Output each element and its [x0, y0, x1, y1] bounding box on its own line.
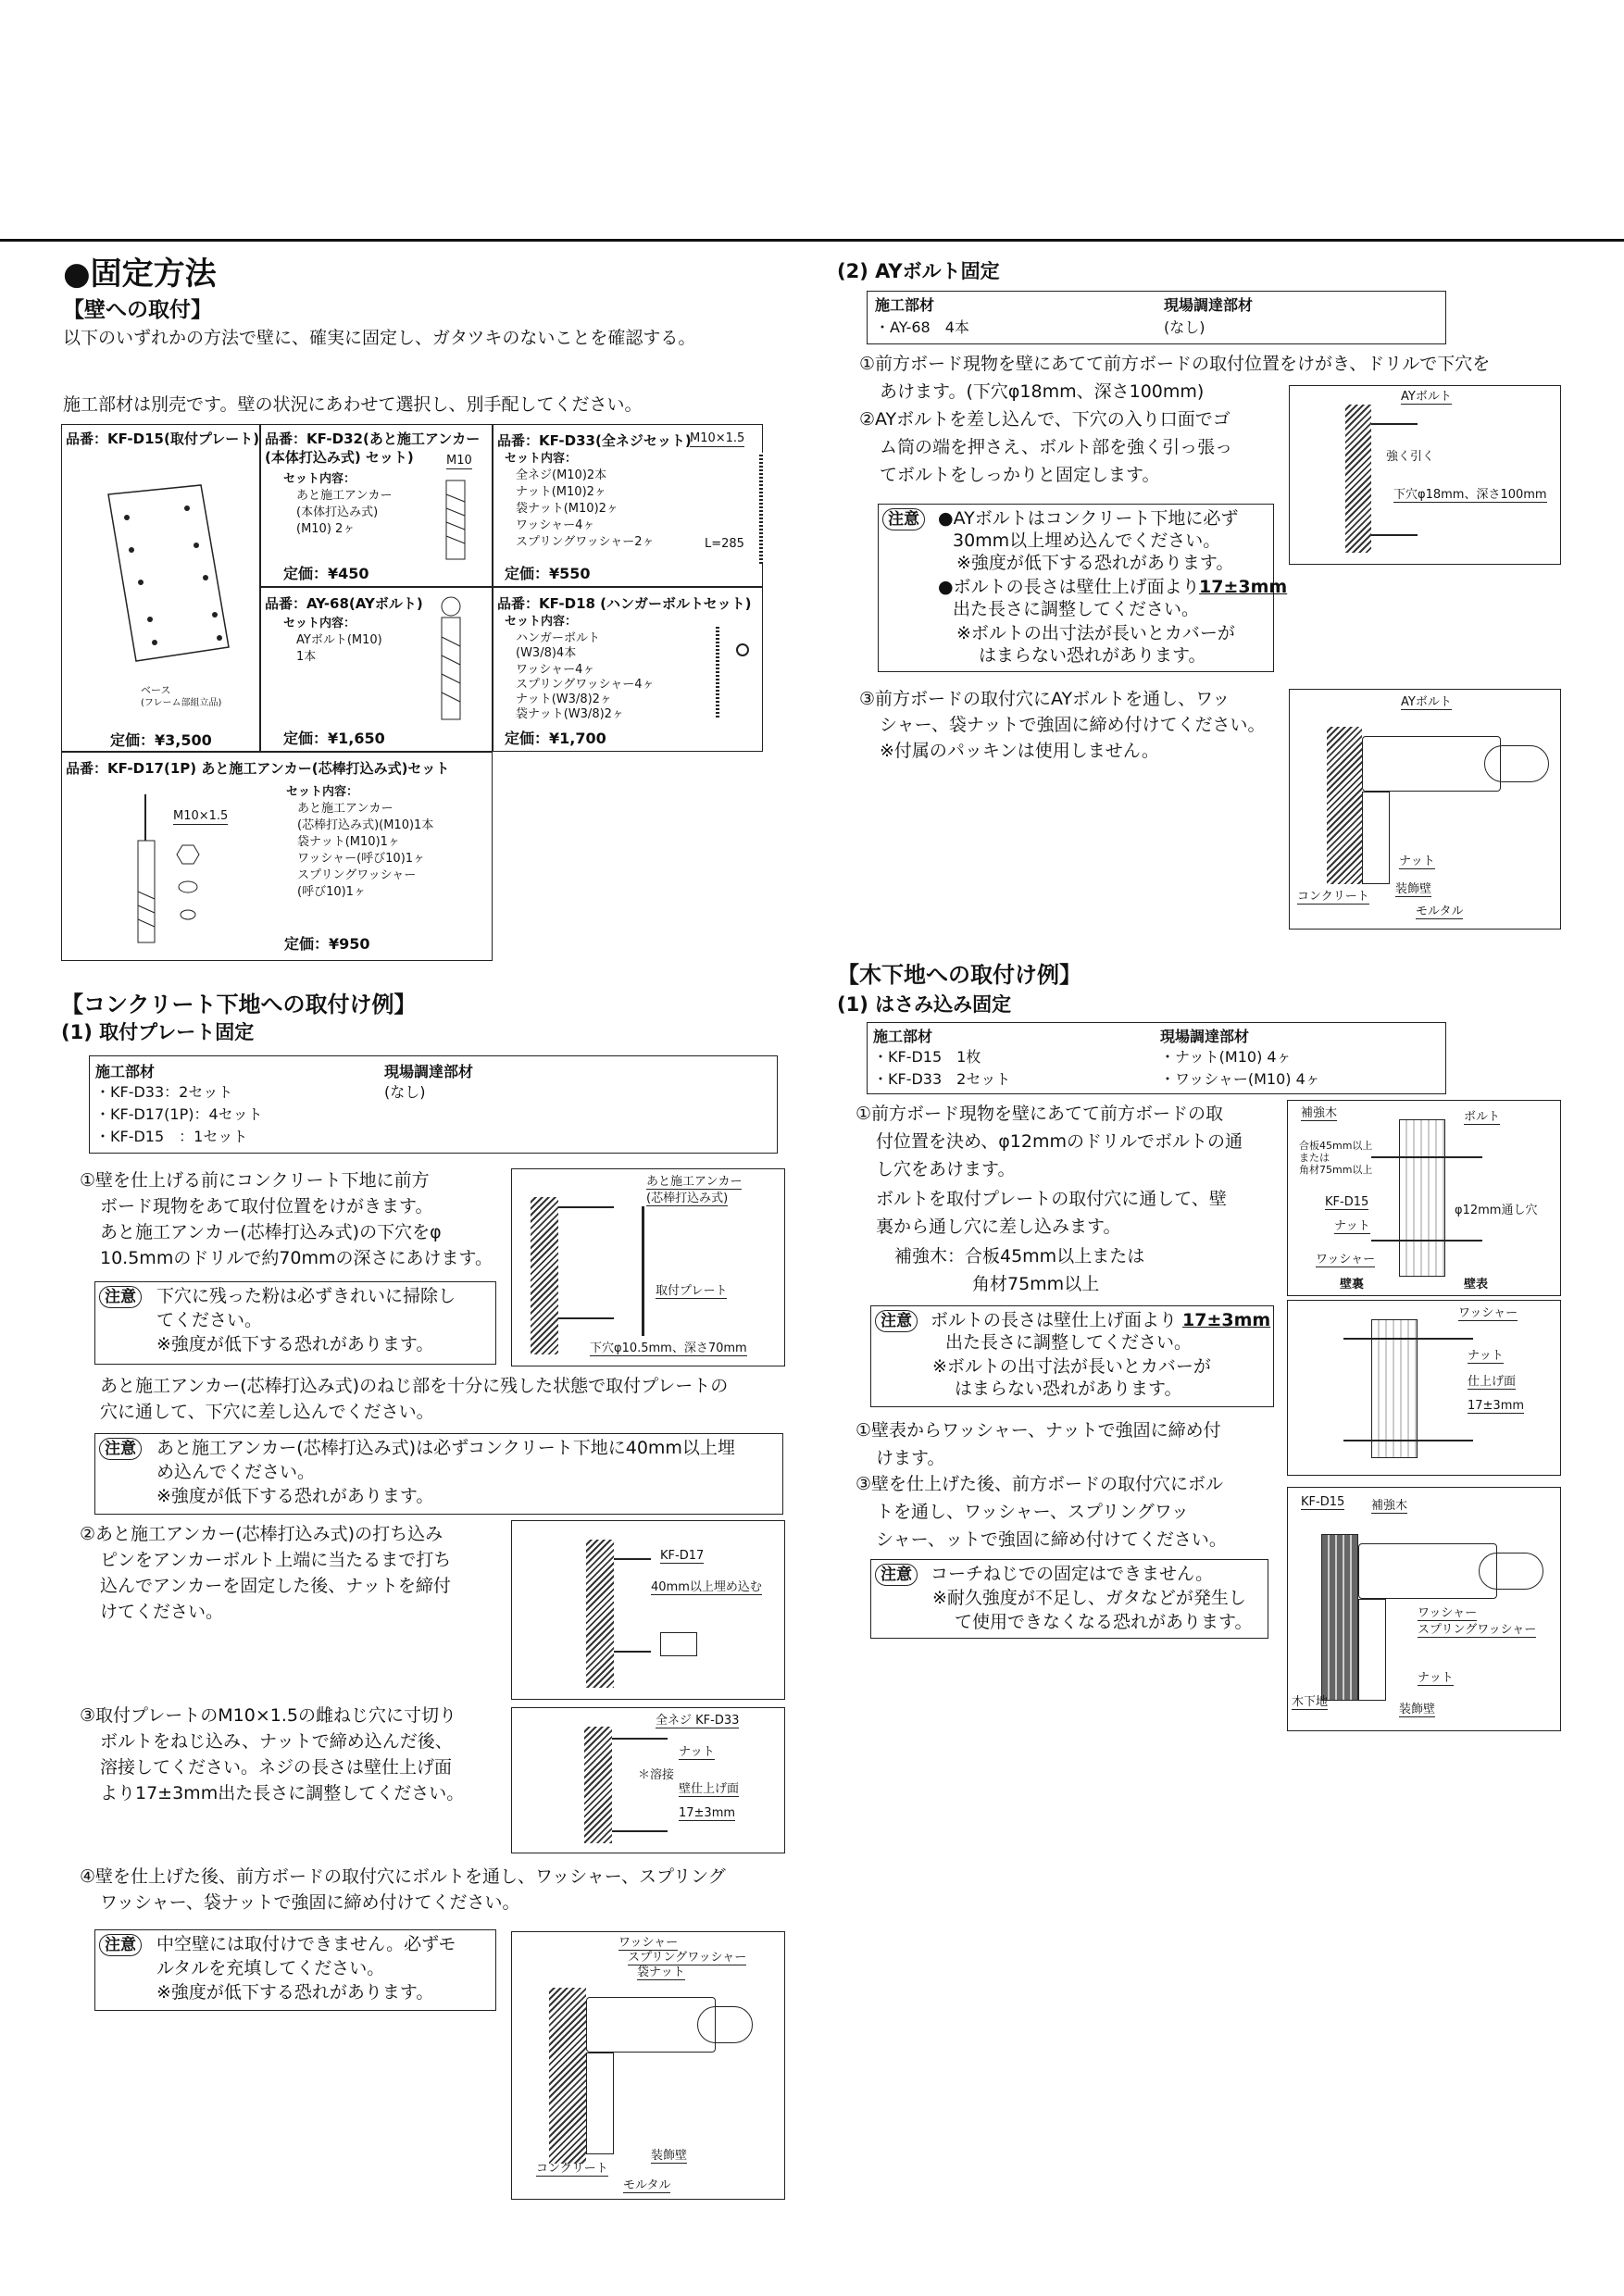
note-text: て使用できなくなる恐れがあります。: [955, 1612, 1253, 1632]
table-header: 現場調達部材: [384, 1063, 474, 1080]
price: 定価：¥450: [283, 565, 369, 582]
fig-label: 下穴φ18mm、深さ100mm: [1393, 488, 1547, 502]
product-d18: [493, 587, 763, 752]
fig-label: モルタル: [623, 2178, 671, 2192]
table-row: ・KF-D15 ：1セット: [95, 1128, 248, 1145]
fig-label: ワッシャー: [1316, 1253, 1376, 1267]
product-d17: [61, 752, 493, 961]
fig-label: 装飾壁: [651, 2149, 688, 2163]
note-text: コーチねじでの固定はできません。: [931, 1564, 1214, 1584]
dim-label: M10: [446, 454, 472, 468]
table-row: ・KF-D15 1枚: [873, 1048, 981, 1066]
figure-wood-bolt: [1287, 1100, 1561, 1296]
step-text: ボルトを取付プレートの取付穴に通して、壁: [876, 1189, 1227, 1209]
wall-heading: 【壁への取付】: [63, 298, 212, 322]
step-text: てボルトをしっかりと固定します。: [880, 465, 1160, 485]
fig-label: 壁裏: [1340, 1278, 1365, 1292]
set-item: AYボルト(M10): [296, 633, 382, 647]
set-label: セット内容：: [505, 452, 578, 466]
note-emphasis: 17±3mm: [1199, 577, 1288, 597]
dim-label: M10×1.5: [173, 809, 229, 823]
washer-icon: [736, 643, 749, 656]
note-text: ボルトの長さは壁仕上げ面より: [931, 1310, 1178, 1330]
step-text: 付位置を決め、φ12mmのドリルでボルトの通: [876, 1131, 1243, 1152]
fig-label: 補強木: [1371, 1499, 1408, 1513]
step-text: けてください。: [100, 1602, 224, 1622]
note-text: ※ボルトの出寸法が長いとカバーが: [956, 623, 1235, 643]
table-cell: ・ナット(M10) 4ヶ: [1160, 1048, 1292, 1066]
fig-label: 下穴φ10.5mm、深さ70mm: [590, 1341, 747, 1355]
product-title-2: (本体打込み式) セット): [265, 449, 414, 466]
fig-label: AYボルト: [1401, 695, 1452, 709]
fig-label: ナット: [1334, 1219, 1370, 1233]
fig-label: 17±3mm: [679, 1806, 736, 1820]
fig-label: ナット: [1418, 1671, 1454, 1685]
fig-label: ＊溶接: [638, 1768, 675, 1782]
figure-anchor-drilling: [511, 1168, 785, 1366]
wood-sub: (1) はさみ込み固定: [837, 993, 1012, 1016]
price: 定価：¥3,500: [110, 731, 212, 749]
set-item: ナット(M10)2ヶ: [516, 485, 606, 499]
set-item: (芯棒打込み式)(M10)1本: [297, 818, 434, 832]
step-text: 溶接してください。ネジの長さは壁仕上げ面: [100, 1757, 453, 1778]
fig-label: 角材75mm以上: [1299, 1164, 1373, 1176]
step-text: ボルトをねじ込み、ナットで締め込んだ後、: [100, 1731, 453, 1752]
fig-label: 17±3mm: [1468, 1399, 1525, 1413]
step-text: ボード現物をあて取付位置をけがきます。: [100, 1196, 433, 1217]
set-label: セット内容：: [283, 472, 356, 486]
step-text: ①壁を仕上げる前にコンクリート下地に前方: [80, 1170, 430, 1191]
section-title: ●固定方法: [63, 256, 217, 293]
fig-label: 補強木: [1301, 1106, 1338, 1120]
product-d33: [493, 424, 763, 587]
fig-label: モルタル: [1416, 905, 1464, 918]
note-box: [94, 1929, 496, 2011]
product-ay68: [260, 587, 493, 752]
fig-label: 40mm以上埋め込む: [651, 1580, 762, 1594]
caution-tag: 注意: [99, 1438, 142, 1460]
table-header: 施工部材: [873, 1028, 933, 1045]
set-item: ハンガーボルト: [516, 631, 601, 645]
step-text: ①前方ボード現物を壁にあてて前方ボードの取付位置をけがき、ドリルで下穴を: [859, 354, 1491, 374]
figure-anchor-pin: [511, 1520, 785, 1700]
anchor-drawing: [437, 476, 474, 568]
set-item: (本体打込み式): [296, 505, 379, 519]
set-label: セット内容：: [283, 617, 356, 630]
set-label: セット内容：: [505, 615, 578, 629]
set-item: 1本: [296, 650, 317, 664]
note-text: 出た長さに調整してください。: [945, 1332, 1193, 1353]
figure-wood-final: [1287, 1487, 1561, 1731]
product-title: 品番：KF-D15(取付プレート): [66, 430, 260, 447]
note-text: ※強度が低下する恐れがあります。: [156, 1486, 434, 1506]
figure-ay-bolt: [1289, 385, 1561, 565]
wood-parts-table: [867, 1022, 1446, 1094]
paragraph: あと施工アンカー(芯棒打込み式)のねじ部を十分に残した状態で取付プレートの: [100, 1376, 729, 1396]
caution-tag: 注意: [99, 1286, 142, 1308]
fig-label: (芯棒打込み式): [646, 1192, 729, 1205]
step-text: ②AYボルトを差し込んで、下穴の入り口面でゴ: [859, 409, 1230, 430]
fig-label: KF-D15: [1325, 1195, 1369, 1209]
step-text: ③前方ボードの取付穴にAYボルトを通し、ワッ: [859, 689, 1230, 709]
paragraph: 穴に通して、下穴に差し込んでください。: [100, 1402, 434, 1422]
note-box: [870, 1559, 1268, 1639]
step-text: ③取付プレートのM10×1.5の雌ねじ穴に寸切り: [80, 1705, 456, 1726]
step-text: ①前方ボード現物を壁にあてて前方ボードの取: [856, 1104, 1224, 1124]
fig-label: φ12mm通し穴: [1455, 1204, 1538, 1217]
concrete-sub: (1) 取付プレート固定: [61, 1021, 255, 1043]
note-box: [878, 504, 1288, 672]
table-cell: ・ワッシャー(M10) 4ヶ: [1160, 1070, 1320, 1088]
note-text: ●AYボルトはコンクリート下地に必ず: [938, 508, 1239, 529]
fig-label: ナット: [1399, 855, 1435, 868]
fig-label: あと施工アンカー: [646, 1175, 743, 1189]
note-text: 下穴に残った粉は必ずきれいに掃除し: [156, 1286, 456, 1306]
step-text: ※付属のパッキンは使用しません。: [880, 741, 1159, 761]
fig-label: スプリングワッシャー: [1418, 1623, 1537, 1637]
figure-threaded-rod: [511, 1707, 785, 1853]
threaded-rod-drawing: [759, 453, 763, 564]
product-d32: [260, 424, 493, 587]
fig-label: コンクリート: [536, 2162, 608, 2176]
fig-label: 装飾壁: [1399, 1703, 1436, 1716]
table-row: ・KF-D33：2セット: [95, 1083, 233, 1101]
anchor-set-drawing: [127, 790, 229, 947]
product-d15: [61, 424, 260, 752]
table-row: ・KF-D17(1P)：4セット: [95, 1105, 263, 1123]
set-item: あと施工アンカー: [296, 489, 393, 503]
step-text: ②あと施工アンカー(芯棒打込み式)の打ち込み: [80, 1524, 443, 1544]
fig-label: 仕上げ面: [1468, 1375, 1517, 1389]
step-text: 補強木：合板45mm以上または: [894, 1246, 1145, 1267]
step-text: トを通し、ワッシャー、スプリングワッ: [876, 1502, 1189, 1522]
step-text: 角材75mm以上: [972, 1274, 1100, 1294]
figure-wood-finish: [1287, 1300, 1561, 1476]
product-title: 品番：KF-D17(1P) あと施工アンカー(芯棒打込み式)セット: [66, 760, 450, 777]
table-cell: (なし): [1164, 318, 1206, 336]
note-text: 30mm以上埋め込んでください。: [953, 530, 1221, 551]
step-text: ③壁を仕上げた後、前方ボードの取付穴にボル: [856, 1474, 1224, 1494]
product-title: 品番：AY-68(AYボルト): [265, 595, 423, 612]
set-item: ワッシャー4ヶ: [516, 663, 595, 677]
set-item: ワッシャー(呼び10)1ヶ: [297, 852, 426, 866]
set-item: あと施工アンカー: [297, 802, 394, 816]
fig-label: ナット: [1468, 1349, 1504, 1363]
note-box: [94, 1433, 783, 1515]
set-item: ワッシャー4ヶ: [516, 518, 595, 532]
step-text: けます。: [876, 1448, 945, 1468]
step-text: し穴をあけます。: [876, 1159, 1016, 1179]
fig-label: 強く引く: [1386, 450, 1435, 464]
note-text: め込んでください。: [156, 1462, 316, 1482]
fig-label: KF-D17: [660, 1549, 705, 1563]
product-title: 品番：KF-D33(全ネジセット): [497, 432, 692, 449]
ay-bolt-drawing: [428, 595, 474, 734]
fig-label: コンクリート: [1297, 890, 1369, 904]
concrete-heading: 【コンクリート下地への取付け例】: [61, 992, 417, 1017]
price: 定価：¥950: [284, 935, 370, 953]
set-item: 袋ナット(M10)1ヶ: [297, 835, 400, 849]
set-item: 袋ナット(W3/8)2ヶ: [516, 707, 624, 721]
step-text: ④壁を仕上げた後、前方ボードの取付穴にボルトを通し、ワッシャー、スプリング: [80, 1866, 726, 1887]
fig-label: KF-D15: [1301, 1495, 1345, 1509]
step-text: 込んでアンカーを固定した後、ナットを締付: [100, 1576, 451, 1596]
fig-label: 取付プレート: [656, 1284, 728, 1298]
set-item: (呼び10)1ヶ: [297, 885, 366, 899]
step-text: ワッシャー、袋ナットで強固に締め付けてください。: [100, 1892, 520, 1913]
fig-label: 装飾壁: [1395, 882, 1432, 896]
fig-label: ボルト: [1464, 1110, 1501, 1124]
step-text: ①壁表からワッシャー、ナットで強固に締め付: [856, 1420, 1221, 1441]
fig-label: または: [1299, 1152, 1330, 1164]
fig-label: ワッシャー: [618, 1936, 679, 1950]
caution-tag: 注意: [882, 508, 925, 530]
note-text: はまらない恐れがあります。: [979, 645, 1206, 666]
note-text: 出た長さに調整してください。: [953, 599, 1200, 619]
product-title: 品番：KF-D18 (ハンガーボルトセット): [497, 595, 752, 612]
table-header: 施工部材: [95, 1063, 156, 1080]
dim-label: M10×1.5: [690, 431, 745, 445]
set-item: スプリングワッシャー4ヶ: [516, 678, 655, 692]
parts-note: 施工部材は別売です。壁の状況にあわせて選択し、別手配してください。: [63, 394, 643, 415]
length-label: L=285: [705, 537, 744, 551]
fig-label: 木下地: [1292, 1695, 1329, 1709]
fig-label: ナット: [679, 1745, 715, 1759]
fig-label: 合板45mm以上: [1299, 1140, 1373, 1152]
figure-concrete-final: [511, 1931, 785, 2200]
caution-tag: 注意: [875, 1310, 918, 1332]
table-cell: (なし): [384, 1083, 426, 1101]
concrete-parts-table: [89, 1055, 778, 1154]
note-text: あと施工アンカー(芯棒打込み式)は必ずコンクリート下地に40mm以上埋: [156, 1438, 735, 1458]
fig-label: ワッシャー: [1458, 1306, 1518, 1320]
note-text: ※耐久強度が不足し、ガタなどが発生し: [932, 1588, 1246, 1608]
step-text: 裏から通し穴に差し込みます。: [876, 1217, 1121, 1237]
note-text: ※ボルトの出寸法が長いとカバーが: [932, 1356, 1211, 1377]
caution-tag: 注意: [99, 1934, 142, 1956]
set-item: ナット(W3/8)2ヶ: [516, 693, 612, 706]
figure-ay-final: [1289, 689, 1561, 930]
table-row: ・KF-D33 2セット: [873, 1070, 1011, 1088]
table-header: 施工部材: [875, 296, 935, 314]
note-text: ルタルを充填してください。: [156, 1958, 385, 1978]
note-emphasis: 17±3mm: [1182, 1310, 1271, 1330]
fig-label: ワッシャー: [1418, 1606, 1478, 1620]
top-rule: [0, 239, 1624, 242]
ay-heading: (2) AYボルト固定: [837, 260, 1000, 282]
table-row: ・AY-68 4本: [875, 318, 969, 336]
price: 定価：¥550: [505, 565, 591, 582]
note-text: てください。: [156, 1310, 263, 1330]
step-text: シャー、袋ナットで強固に締め付けてください。: [880, 715, 1266, 735]
ay-parts-table: [867, 291, 1446, 344]
note-text: ●ボルトの長さは壁仕上げ面より: [938, 577, 1200, 597]
base-sub: (フレーム部組立品): [141, 698, 222, 708]
note-text: ※強度が低下する恐れがあります。: [956, 553, 1234, 573]
step-text: より17±3mm出た長さに調整してください。: [100, 1783, 465, 1803]
step-text: ピンをアンカーボルト上端に当たるまで打ち: [100, 1550, 452, 1570]
caution-tag: 注意: [875, 1564, 918, 1586]
set-item: 全ネジ(M10)2本: [516, 468, 607, 482]
set-item: スプリングワッシャー: [297, 868, 417, 882]
mounting-plate-drawing: [99, 480, 238, 666]
product-title: 品番：KF-D32(あと施工アンカー: [265, 430, 481, 447]
table-header: 現場調達部材: [1164, 296, 1254, 314]
note-text: ※強度が低下する恐れがあります。: [156, 1982, 434, 2003]
set-label: セット内容：: [286, 785, 359, 799]
wall-intro: 以下のいずれかの方法で壁に、確実に固定し、ガタツキのないことを確認する。: [63, 328, 696, 348]
note-text: はまらない恐れがあります。: [955, 1379, 1182, 1399]
step-text: あと施工アンカー(芯棒打込み式)の下穴をφ: [100, 1222, 442, 1242]
fig-label: 壁仕上げ面: [679, 1782, 740, 1796]
fig-label: AYボルト: [1401, 390, 1452, 404]
set-item: スプリングワッシャー2ヶ: [516, 535, 655, 549]
set-item: (M10) 2ヶ: [296, 522, 356, 536]
price: 定価：¥1,650: [283, 730, 385, 747]
hanger-bolt-drawing: [716, 625, 719, 718]
base-label: ベース: [141, 684, 171, 696]
set-item: 袋ナット(M10)2ヶ: [516, 502, 618, 516]
note-text: 中空壁には取付けできません。必ずモ: [156, 1934, 456, 1954]
set-item: (W3/8)4本: [516, 646, 577, 660]
fig-label: 全ネジ KF-D33: [656, 1714, 740, 1728]
fig-label: 袋ナット: [637, 1965, 685, 1979]
table-header: 現場調達部材: [1160, 1028, 1250, 1045]
note-box: [870, 1305, 1274, 1407]
step-text: 10.5mmのドリルで約70mmの深さにあけます。: [100, 1248, 493, 1268]
step-text: シャー、ットで強固に締め付けてください。: [876, 1529, 1227, 1550]
price: 定価：¥1,700: [505, 730, 606, 747]
note-box: [94, 1281, 496, 1365]
wood-heading: 【木下地への取付け例】: [837, 962, 1081, 988]
note-text: ※強度が低下する恐れがあります。: [156, 1334, 434, 1354]
fig-label: スプリングワッシャー: [628, 1951, 747, 1965]
fig-label: 壁表: [1464, 1278, 1489, 1292]
step-text: ム筒の端を押さえ、ボルト部を強く引っ張っ: [880, 437, 1233, 457]
step-text: あけます。(下穴φ18mm、深さ100mm): [880, 381, 1205, 402]
